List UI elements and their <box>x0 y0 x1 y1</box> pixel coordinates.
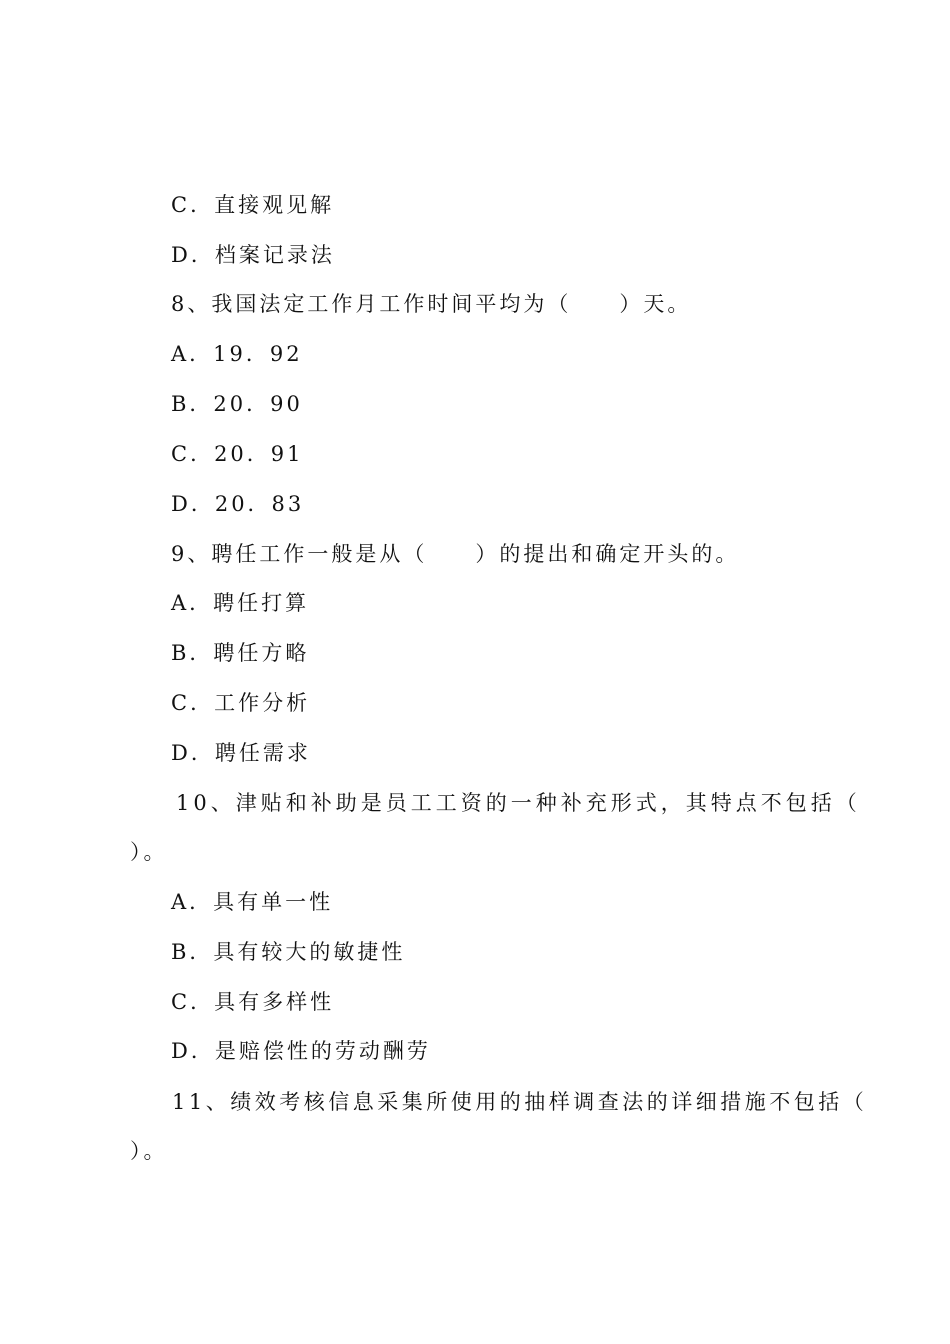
question-9: 9、聘任工作一般是从（ ）的提出和确定开头的。 <box>171 542 740 566</box>
option-c-q8: C．20．91 <box>171 442 304 466</box>
option-c-q9: C．工作分析 <box>171 691 311 715</box>
question-11-continuation: ）。 <box>130 1139 168 1163</box>
question-11: 11、绩效考核信息采集所使用的抽样调查法的详细措施不包括（ <box>172 1090 868 1114</box>
question-10-continuation: ）。 <box>130 840 168 864</box>
option-d-q8: D．20．83 <box>171 492 305 516</box>
option-b-q10: B．具有较大的敏捷性 <box>171 940 406 964</box>
option-c-q10: C．具有多样性 <box>171 990 335 1014</box>
option-d-q10: D．是赔偿性的劳动酬劳 <box>171 1039 431 1063</box>
option-a-q9: A．聘任打算 <box>171 591 310 615</box>
option-a-q10: A．具有单一性 <box>171 890 334 914</box>
option-d-q9: D．聘任需求 <box>171 741 311 765</box>
question-8: 8、我国法定工作月工作时间平均为（ ）天。 <box>171 292 692 316</box>
question-10: 10、津贴和补助是员工工资的一种补充形式，其特点不包括（ <box>176 791 861 815</box>
option-b-q9: B．聘任方略 <box>171 641 310 665</box>
option-d-q7: D．档案记录法 <box>171 243 335 267</box>
option-a-q8: A．19．92 <box>171 342 303 366</box>
option-c-q7: C．直接观见解 <box>171 193 335 217</box>
option-b-q8: B．20．90 <box>171 392 303 416</box>
